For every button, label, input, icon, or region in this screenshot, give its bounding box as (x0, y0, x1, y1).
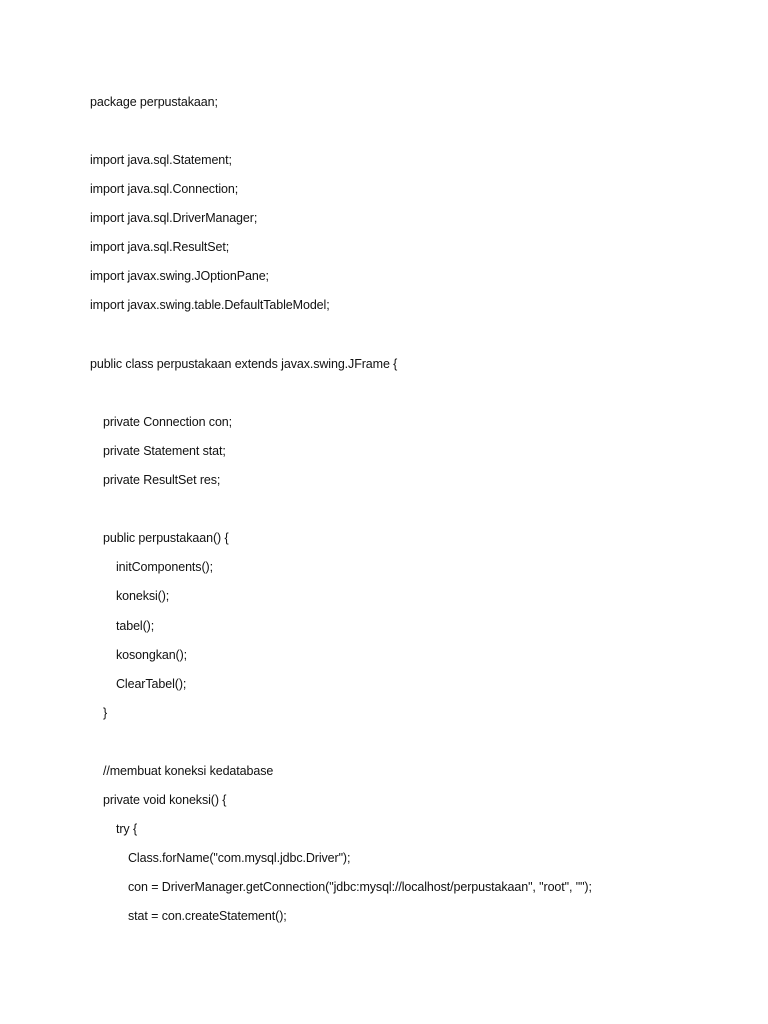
code-line: stat = con.createStatement(); (128, 909, 287, 923)
code-line: koneksi(); (116, 589, 170, 603)
code-line: import javax.swing.JOptionPane; (90, 269, 269, 283)
code-line: private void koneksi() { (103, 793, 227, 807)
code-line: import java.sql.Statement; (90, 153, 232, 167)
code-line: public class perpustakaan extends javax.swing.JFrame { (90, 357, 398, 371)
code-line: import java.sql.DriverManager; (90, 211, 258, 225)
code-line: private Connection con; (103, 415, 233, 429)
code-line: //membuat koneksi kedatabase (103, 764, 274, 778)
code-line: tabel(); (116, 619, 155, 633)
code-line: try { (116, 822, 138, 836)
code-line: public perpustakaan() { (103, 531, 229, 545)
code-line: } (103, 706, 108, 720)
code-line: initComponents(); (116, 560, 213, 574)
code-line: import java.sql.Connection; (90, 182, 239, 196)
code-line: private ResultSet res; (103, 473, 221, 487)
code-line: ClearTabel(); (116, 677, 187, 691)
code-line: con = DriverManager.getConnection("jdbc:mysql://localhost/perpustakaan", "root", ""); (128, 880, 592, 894)
code-line: package perpustakaan; (90, 95, 218, 109)
code-line: import javax.swing.table.DefaultTableModel; (90, 298, 330, 312)
code-line: Class.forName("com.mysql.jdbc.Driver"); (128, 851, 351, 865)
code-line: import java.sql.ResultSet; (90, 240, 230, 254)
code-line: private Statement stat; (103, 444, 226, 458)
code-line: kosongkan(); (116, 648, 188, 662)
